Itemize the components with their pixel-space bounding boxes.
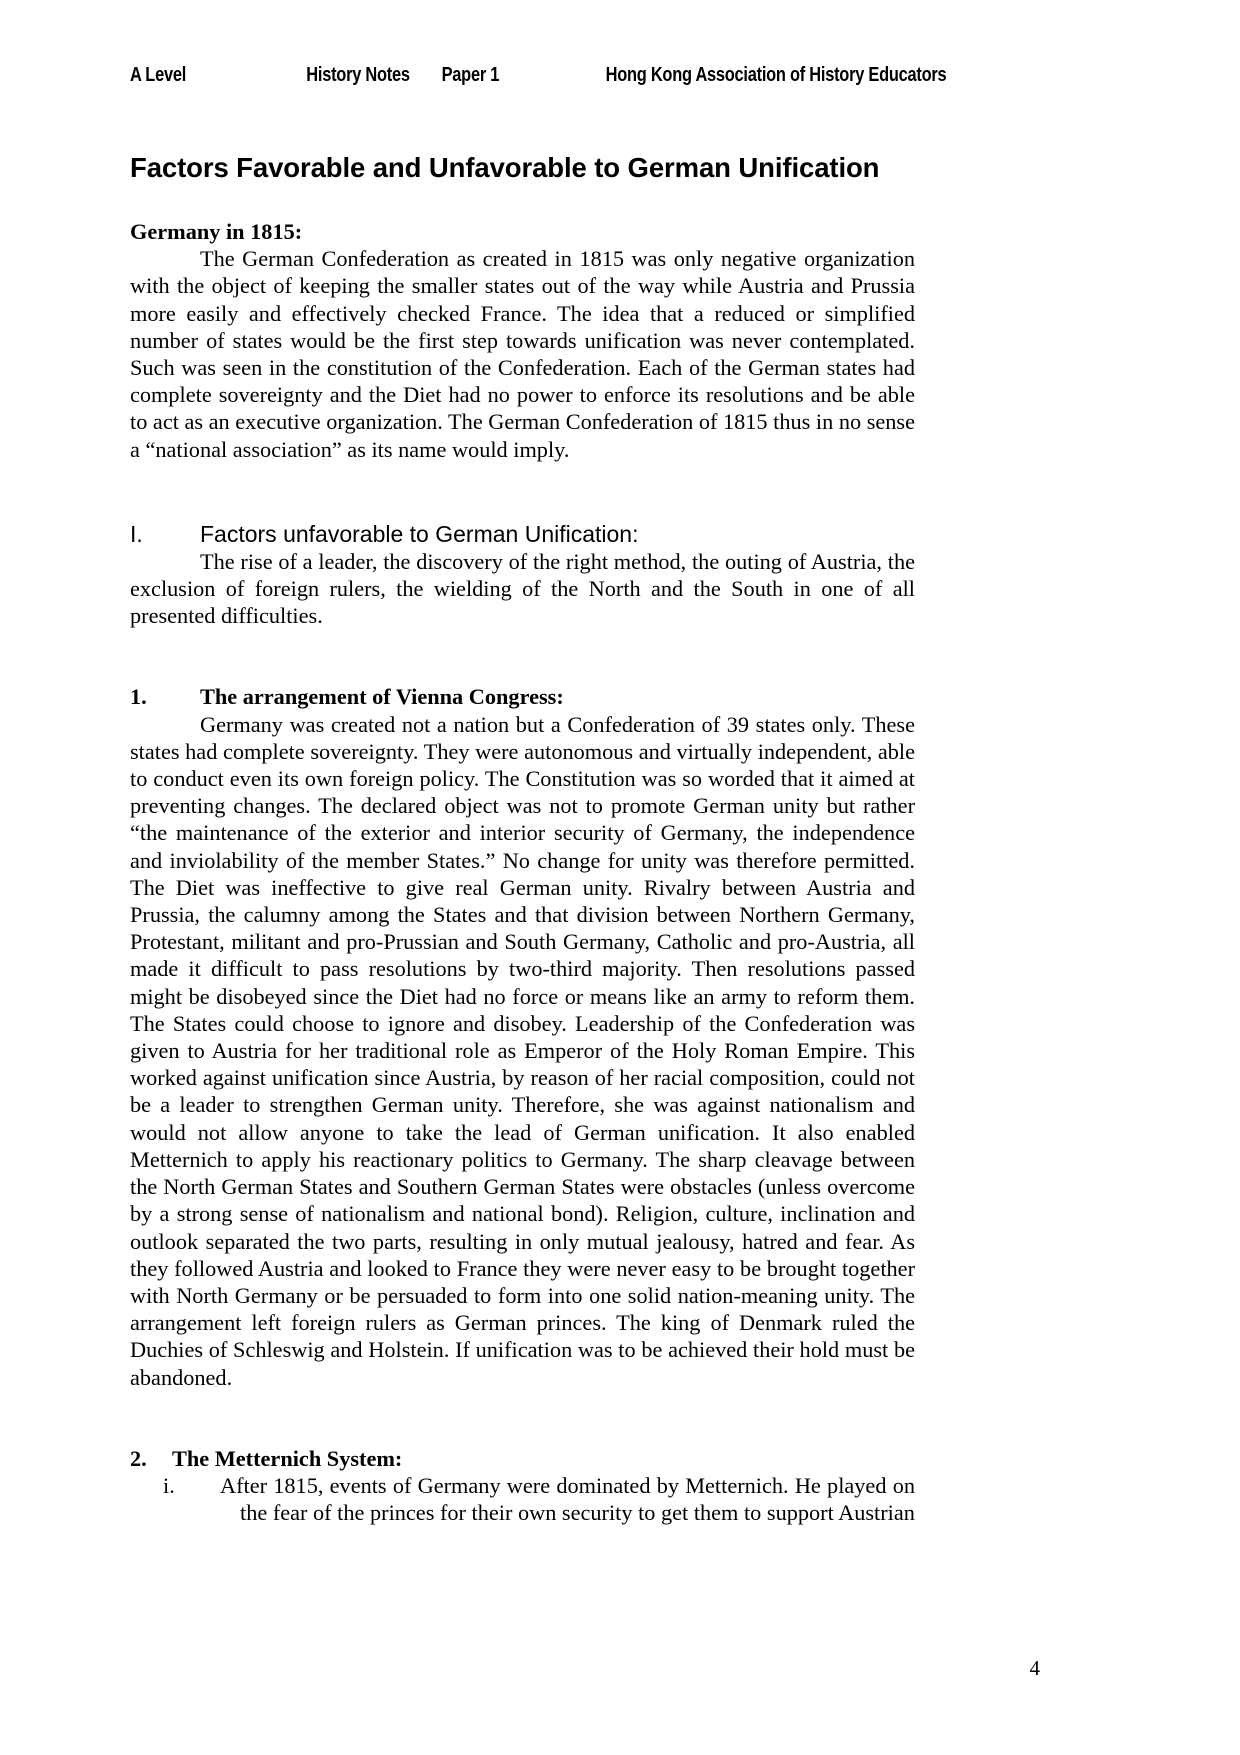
list-item-marker: i. [163, 1472, 175, 1498]
list-item [130, 1472, 915, 1526]
header-notes: History Notes [306, 64, 410, 86]
spacer [130, 463, 915, 520]
running-header [130, 62, 947, 94]
heading-item-two-number: 2. [130, 1445, 147, 1471]
header-level: A Level [130, 64, 187, 86]
heading-germany-1815: Germany in 1815: [130, 219, 303, 244]
paragraph-germany-1815: The German Confederation as created in 1815 was only negative organization with the object of keeping the smaller states out of the way while Austria and Prussia more easily and effectively checked France. The idea that a reduced or simplified number of states would be the first step towards unification was never contemplated. Such was seen in the constitution of the Confederation. Each of the German states had complete sovereignty and the Diet had no power to enforce its resolutions and be able to act as an executive organization. The German Confederation of 1815 thus in no sense a “national association” as its name would imply. [130, 246, 915, 462]
heading-item-one [130, 683, 915, 710]
paragraph-item-one: Germany was created not a nation but a Confederation of 39 states only. These states had complete sovereignty. They were autonomous and virtually independent, able to conduct even its own foreign policy. The Constitution was so worded that it aimed at preventing changes. The declared object was not to promote German unity but rather “the maintenance of the exterior and interior security of Germany, the independence and inviolability of the member States.” No change for unity was therefore permitted. The Diet was ineffective to give real German unity. Rivalry between Austria and Prussia, the calumny among the States and that division between Northern Germany, Protestant, militant and pro-Prussian and South Germany, Catholic and pro-Austria, all made it difficult to pass resolutions by two-third majority. Then resolutions passed might be disobeyed since the Diet had no force or means like an army to reform them. The States could choose to ignore and disobey. Leadership of the Confederation was given to Austria for her traditional role as Emperor of the Holy Roman Empire. This worked against unification since Austria, by reason of her racial composition, could not be a leader to strengthen German unity. Therefore, she was against nationalism and would not allow anyone to take the lead of German unification. It also enabled Metternich to apply his reactionary politics to Germany. The sharp cleavage between the North German States and Southern German States were obstacles (unless overcome by a strong sense of nationalism and national bond). Religion, culture, inclination and outlook separated the two parts, resulting in only mutual jealousy, hatred and fear. As they followed Austria and looked to France they were never easy to be brought together with North Germany or be persuaded to form into one solid nation-meaning unity. The arrangement left foreign rulers as German princes. The king of Denmark ruled the Duchies of Schleswig and Holstein. If unification was to be achieved their hold must be abandoned. [130, 711, 915, 1390]
heading-item-two [130, 1445, 915, 1472]
page-title: Factors Favorable and Unfavorable to German Unification [130, 152, 880, 184]
heading-part-one [130, 520, 915, 548]
heading-item-one-label: The arrangement of Vienna Congress: [200, 684, 564, 710]
spacer [130, 1391, 915, 1445]
header-paper: Paper 1 [441, 64, 500, 86]
heading-item-one-number: 1. [130, 684, 147, 710]
page-number: 4 [1029, 1656, 1040, 1680]
list-item-text: After 1815, events of Germany were dominated by Metternich. He played on the fear of the princes for their own security to get them to support Austrian [220, 1472, 915, 1526]
heading-part-one-label: Factors unfavorable to German Unification: [200, 520, 639, 547]
heading-part-one-number: I. [130, 520, 143, 547]
header-association: Hong Kong Association of History Educators [605, 64, 947, 86]
heading-item-two-label: The Metternich System: [172, 1445, 403, 1471]
spacer [130, 629, 915, 683]
paragraph-part-one: The rise of a leader, the discovery of the right method, the outing of Austria, the exclusion of foreign rulers, the wielding of the North and the South in one of all presented difficulties. [130, 548, 915, 629]
document-body [130, 218, 915, 1526]
